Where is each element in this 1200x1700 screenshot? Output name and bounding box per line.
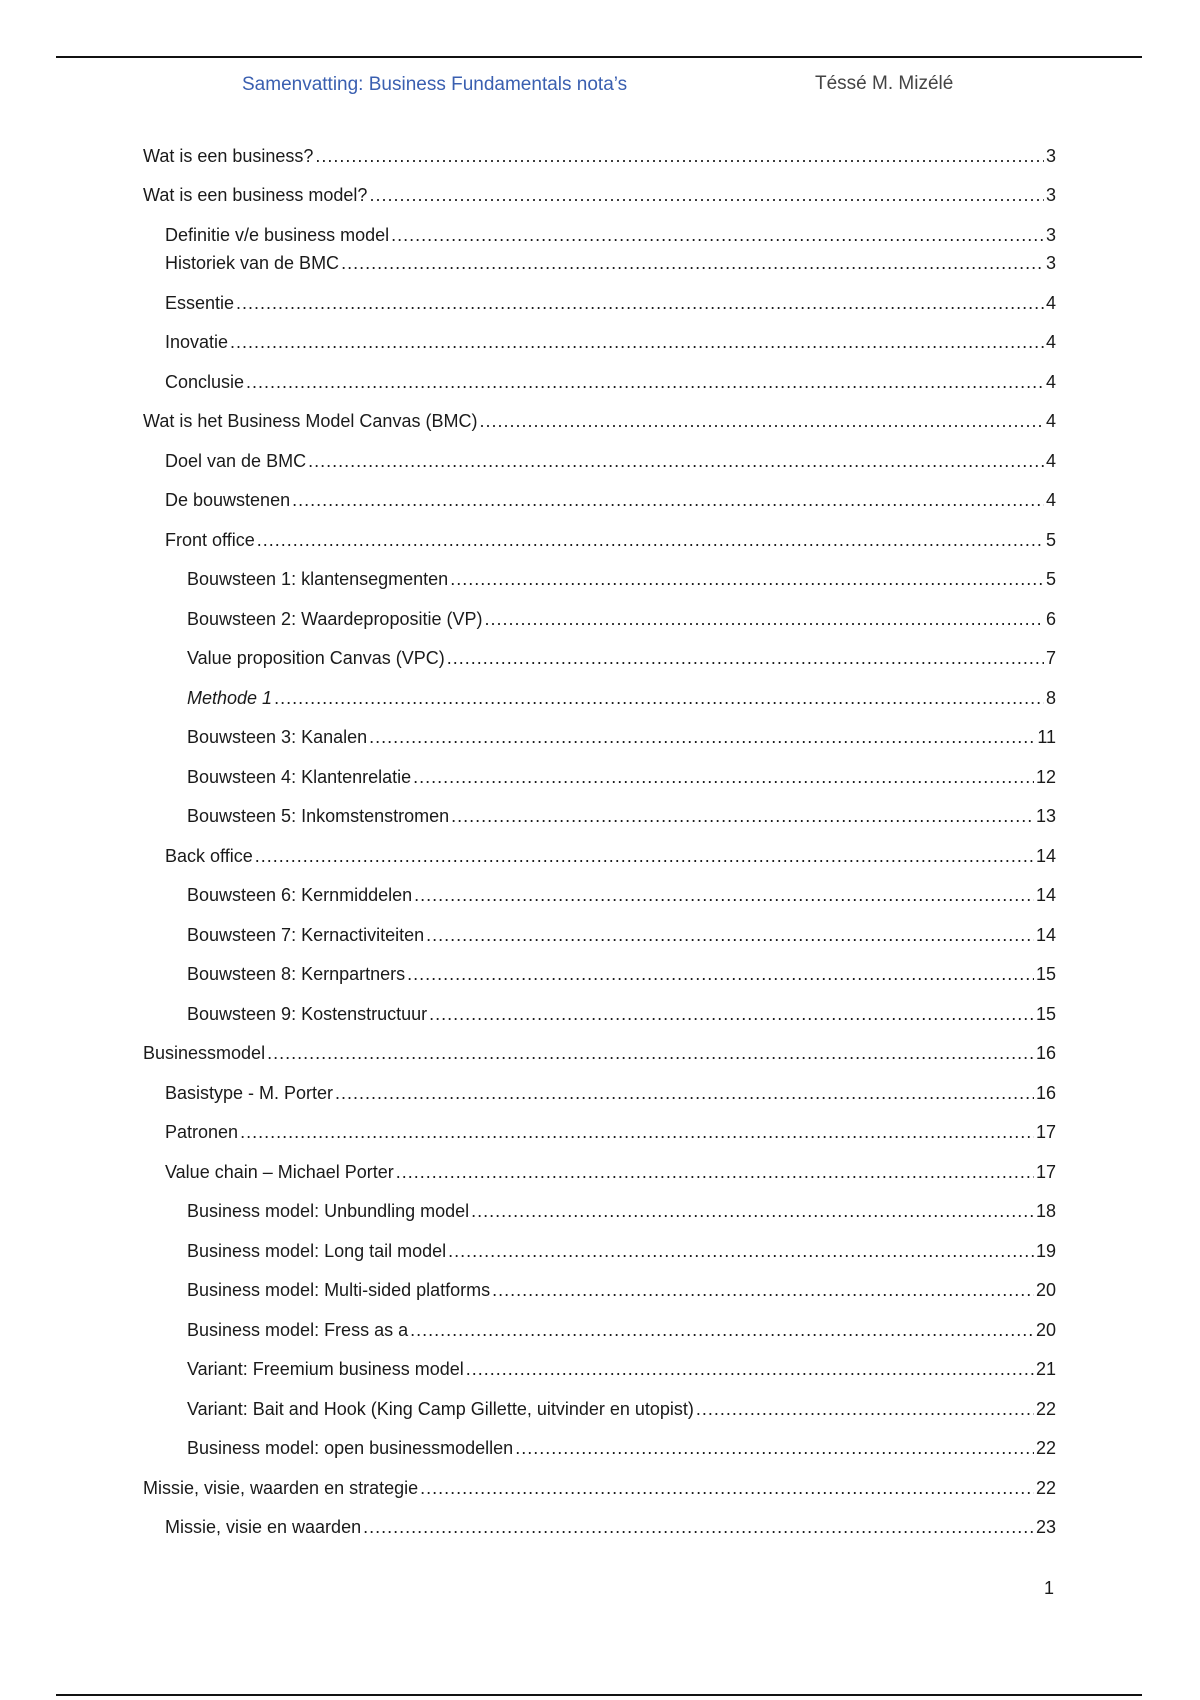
toc-entry-page: 17 bbox=[1035, 1162, 1056, 1182]
toc-entry-label: Variant: Freemium business model bbox=[187, 1359, 464, 1379]
toc-entry[interactable] bbox=[165, 844, 1056, 868]
footer-rule bbox=[56, 1694, 1142, 1696]
toc-entry-page: 20 bbox=[1035, 1280, 1056, 1300]
toc-dot-leader bbox=[448, 1239, 1034, 1263]
toc-dot-leader bbox=[257, 528, 1044, 552]
toc-entry[interactable] bbox=[187, 923, 1056, 947]
toc-entry-label: Missie, visie, waarden en strategie bbox=[143, 1478, 419, 1498]
toc-entry[interactable] bbox=[143, 144, 1056, 168]
toc-entry-page: 16 bbox=[1035, 1083, 1056, 1103]
toc-entry-page: 4 bbox=[1045, 490, 1056, 510]
toc-entry-page: 22 bbox=[1035, 1478, 1056, 1498]
toc-dot-leader bbox=[450, 567, 1044, 591]
toc-entry-label: Conclusie bbox=[165, 372, 245, 392]
toc-entry-page: 14 bbox=[1035, 925, 1056, 945]
toc-entry-page: 23 bbox=[1035, 1517, 1056, 1537]
toc-entry-label: Business model: open businessmodellen bbox=[187, 1438, 514, 1458]
toc-dot-leader bbox=[267, 1041, 1034, 1065]
toc-entry[interactable] bbox=[187, 567, 1056, 591]
toc-entry[interactable] bbox=[187, 1318, 1056, 1342]
toc-dot-leader bbox=[236, 291, 1044, 315]
toc-dot-leader bbox=[451, 804, 1034, 828]
toc-dot-leader bbox=[484, 607, 1044, 631]
toc-entry-page: 12 bbox=[1035, 767, 1056, 787]
toc-entry-label: Bouwsteen 1: klantensegmenten bbox=[187, 569, 449, 589]
toc-entry[interactable] bbox=[143, 183, 1056, 207]
toc-entry[interactable] bbox=[143, 1041, 1056, 1065]
toc-entry-page: 16 bbox=[1035, 1043, 1056, 1063]
toc-entry[interactable] bbox=[165, 488, 1056, 512]
toc-entry-page: 8 bbox=[1045, 688, 1056, 708]
toc-entry-page: 3 bbox=[1045, 253, 1056, 273]
toc-entry-label: Value chain – Michael Porter bbox=[165, 1162, 394, 1182]
toc-entry[interactable] bbox=[187, 1002, 1056, 1026]
toc-entry-label: Inovatie bbox=[165, 332, 229, 352]
document-title: Samenvatting: Business Fundamentals nota’s bbox=[242, 74, 628, 95]
toc-dot-leader bbox=[410, 1318, 1034, 1342]
toc-dot-leader bbox=[420, 1476, 1034, 1500]
toc-entry-label: Business model: Fress as a bbox=[187, 1320, 409, 1340]
toc-dot-leader bbox=[396, 1160, 1034, 1184]
toc-entry-label: Bouwsteen 7: Kernactiviteiten bbox=[187, 925, 425, 945]
toc-entry[interactable] bbox=[187, 883, 1056, 907]
toc-entry[interactable] bbox=[187, 686, 1056, 710]
toc-entry-label: Essentie bbox=[165, 293, 235, 313]
toc-entry-label: Historiek van de BMC bbox=[165, 253, 340, 273]
toc-entry[interactable] bbox=[187, 646, 1056, 670]
toc-dot-leader bbox=[466, 1357, 1034, 1381]
toc-entry-label: De bouwstenen bbox=[165, 490, 291, 510]
toc-dot-leader bbox=[246, 370, 1044, 394]
toc-dot-leader bbox=[426, 923, 1034, 947]
toc-entry-label: Basistype - M. Porter bbox=[165, 1083, 334, 1103]
toc-dot-leader bbox=[447, 646, 1044, 670]
toc-entry-page: 22 bbox=[1035, 1438, 1056, 1458]
toc-dot-leader bbox=[292, 488, 1044, 512]
toc-entry-label: Business model: Long tail model bbox=[187, 1241, 447, 1261]
toc-entry-page: 13 bbox=[1035, 806, 1056, 826]
toc-entry-label: Bouwsteen 9: Kostenstructuur bbox=[187, 1004, 428, 1024]
toc-entry-label: Business model: Multi-sided platforms bbox=[187, 1280, 491, 1300]
toc-entry-label: Missie, visie en waarden bbox=[165, 1517, 362, 1537]
toc-entry-label: Bouwsteen 5: Inkomstenstromen bbox=[187, 806, 450, 826]
toc-entry-page: 4 bbox=[1045, 293, 1056, 313]
toc-dot-leader bbox=[274, 686, 1044, 710]
toc-dot-leader bbox=[308, 449, 1044, 473]
toc-entry[interactable] bbox=[187, 607, 1056, 631]
toc-entry[interactable] bbox=[187, 1436, 1056, 1460]
toc-entry-label: Definitie v/e business model bbox=[165, 225, 390, 245]
toc-entry-label: Bouwsteen 4: Klantenrelatie bbox=[187, 767, 412, 787]
toc-entry[interactable] bbox=[187, 1278, 1056, 1302]
toc-dot-leader bbox=[479, 409, 1044, 433]
toc-entry-label: Patronen bbox=[165, 1122, 239, 1142]
toc-entry[interactable] bbox=[187, 804, 1056, 828]
toc-entry-page: 20 bbox=[1035, 1320, 1056, 1340]
toc-dot-leader bbox=[492, 1278, 1034, 1302]
toc-entry[interactable] bbox=[187, 765, 1056, 789]
toc-dot-leader bbox=[407, 962, 1034, 986]
toc-entry[interactable] bbox=[165, 223, 1056, 247]
toc-entry-page: 6 bbox=[1045, 609, 1056, 629]
toc-dot-leader bbox=[255, 844, 1034, 868]
toc-entry-label: Variant: Bait and Hook (King Camp Gillette, uitvinder en utopist) bbox=[187, 1399, 694, 1419]
toc-entry-page: 19 bbox=[1035, 1241, 1056, 1261]
toc-entry[interactable] bbox=[165, 330, 1056, 354]
toc-entry-page: 15 bbox=[1035, 1004, 1056, 1024]
toc-entry-page: 14 bbox=[1035, 885, 1056, 905]
toc-entry-page: 15 bbox=[1035, 964, 1056, 984]
toc-entry-label: Wat is het Business Model Canvas (BMC) bbox=[143, 411, 478, 431]
toc-entry-label: Bouwsteen 8: Kernpartners bbox=[187, 964, 406, 984]
toc-entry-page: 4 bbox=[1045, 451, 1056, 471]
toc-entry[interactable] bbox=[165, 291, 1056, 315]
toc-entry-label: Bouwsteen 3: Kanalen bbox=[187, 727, 368, 747]
toc-entry-label: Value proposition Canvas (VPC) bbox=[187, 648, 445, 668]
toc-dot-leader bbox=[414, 883, 1034, 907]
toc-entry-label: Bouwsteen 6: Kernmiddelen bbox=[187, 885, 413, 905]
toc-dot-leader bbox=[413, 765, 1034, 789]
toc-entry-page: 3 bbox=[1045, 185, 1056, 205]
toc-entry[interactable] bbox=[165, 528, 1056, 552]
toc-dot-leader bbox=[363, 1515, 1034, 1539]
toc-dot-leader bbox=[391, 223, 1044, 247]
toc-entry-label: Front office bbox=[165, 530, 255, 550]
toc-dot-leader bbox=[240, 1120, 1034, 1144]
toc-entry[interactable] bbox=[165, 1160, 1056, 1184]
toc-entry-label: Business model: Unbundling model bbox=[187, 1201, 470, 1221]
toc-dot-leader bbox=[369, 725, 1035, 749]
toc-dot-leader bbox=[515, 1436, 1034, 1460]
toc-entry[interactable] bbox=[143, 1476, 1056, 1500]
toc-dot-leader bbox=[429, 1002, 1034, 1026]
toc-entry-page: 3 bbox=[1045, 225, 1056, 245]
toc-entry-page: 21 bbox=[1035, 1359, 1056, 1379]
toc-entry-label: Bouwsteen 2: Waardepropositie (VP) bbox=[187, 609, 483, 629]
toc-entry[interactable] bbox=[187, 725, 1056, 749]
toc-dot-leader bbox=[369, 183, 1044, 207]
page-number: 1 bbox=[1044, 1578, 1055, 1598]
toc-entry-label: Doel van de BMC bbox=[165, 451, 307, 471]
toc-dot-leader bbox=[471, 1199, 1034, 1223]
toc-entry-page: 11 bbox=[1037, 727, 1056, 747]
toc-entry[interactable] bbox=[165, 251, 1056, 275]
toc-entry-label: Methode 1 bbox=[187, 688, 273, 708]
toc-dot-leader bbox=[335, 1081, 1034, 1105]
toc-entry[interactable] bbox=[187, 1357, 1056, 1381]
toc-entry-label: Wat is een business? bbox=[143, 146, 314, 166]
toc-entry-page: 17 bbox=[1035, 1122, 1056, 1142]
toc-dot-leader bbox=[230, 330, 1044, 354]
toc-dot-leader bbox=[341, 251, 1044, 275]
toc-entry-page: 3 bbox=[1045, 146, 1056, 166]
toc-entry[interactable] bbox=[165, 449, 1056, 473]
toc-entry-page: 7 bbox=[1045, 648, 1056, 668]
toc-entry-page: 14 bbox=[1035, 846, 1056, 866]
toc-entry-page: 4 bbox=[1045, 411, 1056, 431]
toc-entry[interactable] bbox=[165, 1120, 1056, 1144]
toc-entry-page: 18 bbox=[1035, 1201, 1056, 1221]
toc-entry[interactable] bbox=[187, 962, 1056, 986]
toc-entry-page: 5 bbox=[1045, 569, 1056, 589]
toc-entry[interactable] bbox=[187, 1239, 1056, 1263]
toc-entry-page: 4 bbox=[1045, 332, 1056, 352]
toc-entry-label: Back office bbox=[165, 846, 253, 866]
toc-entry-label: Wat is een business model? bbox=[143, 185, 368, 205]
toc-entry-page: 22 bbox=[1035, 1399, 1056, 1419]
toc-entry[interactable] bbox=[143, 409, 1056, 433]
toc-dot-leader bbox=[315, 144, 1044, 168]
toc-entry[interactable] bbox=[165, 1081, 1056, 1105]
toc-entry[interactable] bbox=[165, 1515, 1056, 1539]
toc-entry[interactable] bbox=[187, 1397, 1056, 1421]
toc-dot-leader bbox=[696, 1397, 1034, 1421]
toc-entry-page: 5 bbox=[1045, 530, 1056, 550]
toc-entry-label: Businessmodel bbox=[143, 1043, 266, 1063]
toc-entry[interactable] bbox=[165, 370, 1056, 394]
document-author: Téssé M. Mizélé bbox=[815, 73, 954, 94]
toc-entry-page: 4 bbox=[1045, 372, 1056, 392]
toc-entry[interactable] bbox=[187, 1199, 1056, 1223]
